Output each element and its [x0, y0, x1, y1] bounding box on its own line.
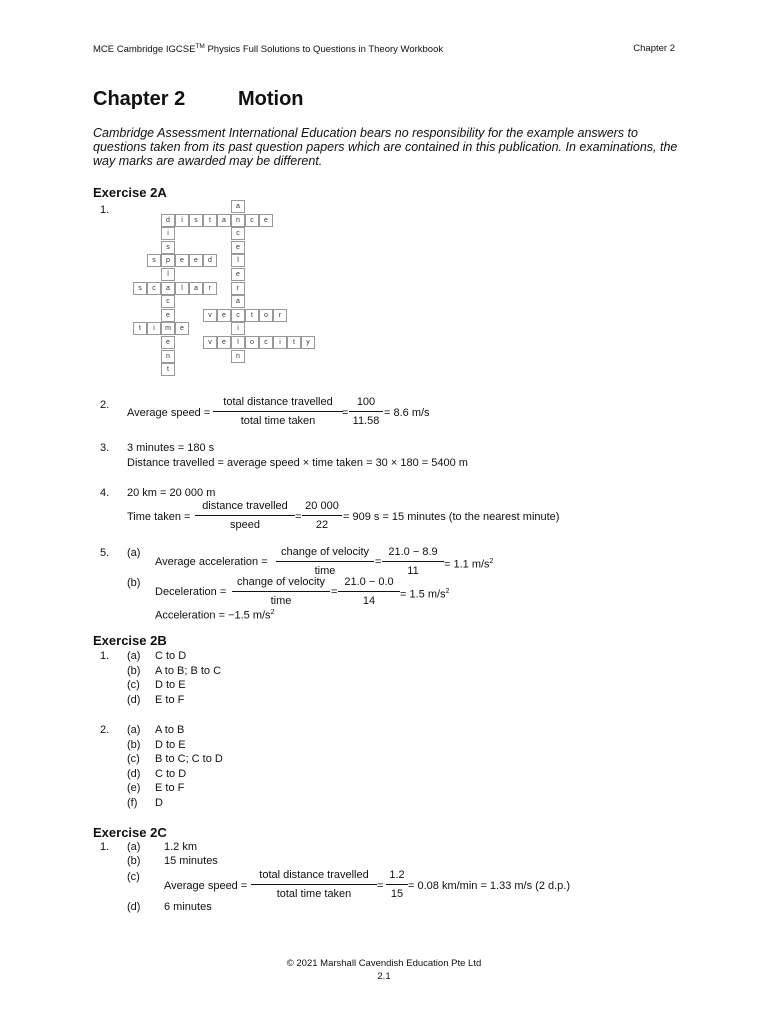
answer-list [127, 649, 327, 707]
fraction: $\frac{21.0 - 0.0}{14}$ [338, 576, 400, 608]
crossword-cell: a [231, 200, 245, 213]
exercise-2a-heading: Exercise 2A [93, 185, 167, 200]
answer-list [127, 723, 327, 811]
crossword-cell: i [161, 227, 175, 240]
question-number: 2. [100, 399, 110, 411]
part-label: (a) [127, 724, 141, 736]
crossword-cell: r [231, 282, 245, 295]
list-item [127, 767, 327, 782]
part-label: (b) [127, 577, 141, 589]
answer-line: Distance travelled = average speed × time taken = 30 × 180 = 5400 m [127, 457, 468, 469]
chapter-title: Motion [238, 88, 304, 110]
crossword-cell: v [203, 309, 217, 322]
crossword-cell: a [217, 214, 231, 227]
exercise-2b-heading: Exercise 2B [93, 633, 167, 648]
answer-line: Acceleration = −1.5 $m/s^2$ [155, 609, 275, 622]
page-number: 2.1 [377, 971, 391, 982]
crossword-cell: t [287, 336, 301, 349]
fraction: distance travelled speed [195, 500, 295, 532]
part-label: (c) [127, 871, 140, 883]
crossword-cell: l [231, 336, 245, 349]
answer-text: C to D [155, 767, 187, 780]
answer-line: 3 minutes = 180 s [127, 442, 215, 454]
part-label: (d) [127, 693, 141, 706]
fraction: $\frac{20 000}{22}$ [302, 500, 342, 532]
running-header-right: Chapter 2 [633, 43, 675, 54]
crossword-cell: e [161, 309, 175, 322]
crossword-cell: s [189, 214, 203, 227]
part-label: (a) [127, 547, 141, 559]
crossword-cell: o [245, 336, 259, 349]
crossword-cell: i [147, 322, 161, 335]
question-number: 5. [100, 547, 110, 559]
crossword-cell: n [231, 214, 245, 227]
crossword-cell: a [161, 282, 175, 295]
part-label: (b) [127, 738, 141, 751]
part-label: (a) [127, 650, 141, 662]
equals-sign: = [375, 556, 382, 568]
disclaimer: Cambridge Assessment International Education bears no responsibility for the example answers to questions taken from its past question papers which are contained in this publication. In examinations, the way marks are awarded may be different. [93, 126, 678, 168]
crossword-cell: r [203, 282, 217, 295]
question-number: 1. [100, 841, 110, 853]
crossword-cell: p [161, 254, 175, 267]
crossword-cell: y [301, 336, 315, 349]
crossword-cell: n [231, 350, 245, 363]
part-label: (d) [127, 767, 141, 780]
fraction: $\frac{100}{11.58}$ [349, 396, 383, 428]
formula-label: Time taken = [127, 511, 191, 523]
list-item [127, 738, 327, 753]
crossword-cell: c [147, 282, 161, 295]
part-label: (b) [127, 855, 141, 867]
crossword-cell: e [231, 268, 245, 281]
question-number: 1. [100, 650, 110, 662]
formula-result: = 8.6 m/s [384, 407, 430, 419]
question-number: 4. [100, 487, 110, 499]
crossword-cell: i [231, 322, 245, 335]
crossword-cell: e [175, 322, 189, 335]
crossword-cell: e [175, 254, 189, 267]
crossword-cell: c [231, 309, 245, 322]
crossword-cell: c [231, 227, 245, 240]
chapter-number: Chapter 2 [93, 88, 186, 110]
crossword-cell: e [161, 336, 175, 349]
fraction: $\frac{21.0 - 8.9}{11}$ [382, 546, 444, 578]
answer-text: E to F [155, 782, 185, 795]
crossword-cell: a [231, 295, 245, 308]
crossword-cell: d [203, 254, 217, 267]
answer-text: A to B; B to C [155, 664, 222, 677]
formula-label: Average acceleration = [155, 556, 268, 568]
formula-label: Average speed = [127, 407, 211, 419]
crossword-cell: r [273, 309, 287, 322]
part-label: (c) [127, 679, 140, 692]
formula-result: = 0.08 km/min = 1.33 m/s (2 d.p.) [408, 880, 571, 892]
answer-text: A to B [155, 724, 185, 736]
fraction: total distance travelled total time taken [213, 396, 343, 428]
crossword-cell: c [259, 336, 273, 349]
answer-text: B to C; C to D [155, 753, 223, 766]
answer-text: 6 minutes [164, 901, 212, 913]
crossword-cell: c [245, 214, 259, 227]
list-item [127, 781, 327, 796]
crossword-cell: e [189, 254, 203, 267]
crossword-cell: e [217, 336, 231, 349]
list-item [127, 649, 327, 664]
part-label: (c) [127, 753, 140, 766]
formula-label: Deceleration = [155, 586, 227, 598]
equals-sign: = [342, 407, 349, 419]
answer-line: 20 km = 20 000 m [127, 487, 216, 499]
equals-sign: = [295, 511, 302, 523]
crossword-cell: t [245, 309, 259, 322]
equals-sign: = [331, 586, 338, 598]
fraction: change of velocity time [276, 546, 374, 578]
question-number: 2. [100, 724, 110, 736]
question-number: 1. [100, 204, 110, 216]
crossword-cell: l [161, 268, 175, 281]
crossword-cell: i [273, 336, 287, 349]
formula-result: = 909 s = 15 minutes (to the nearest minute) [343, 511, 560, 523]
equals-sign: = [377, 880, 384, 892]
crossword-cell: l [231, 254, 245, 267]
crossword-cell: m [161, 322, 175, 335]
crossword-cell: s [133, 282, 147, 295]
fraction: change of velocity time [232, 576, 330, 608]
crossword-grid [133, 200, 315, 378]
part-label: (d) [127, 901, 141, 913]
crossword-cell: t [203, 214, 217, 227]
crossword-cell: e [231, 241, 245, 254]
part-label: (e) [127, 782, 141, 795]
answer-text: D [155, 796, 163, 809]
exercise-2c-heading: Exercise 2C [93, 825, 167, 840]
crossword-cell: t [133, 322, 147, 335]
formula-result: = 1.5 $m/s^2$ [400, 588, 450, 601]
list-item [127, 693, 327, 708]
part-label: (a) [127, 841, 141, 853]
answer-text: D to E [155, 738, 186, 751]
crossword-cell: d [161, 214, 175, 227]
crossword-cell: s [147, 254, 161, 267]
crossword-cell: c [161, 295, 175, 308]
crossword-cell: l [175, 282, 189, 295]
part-label: (b) [127, 664, 141, 677]
crossword-cell: e [217, 309, 231, 322]
answer-text: 15 minutes [164, 855, 218, 867]
list-item [127, 678, 327, 693]
part-label: (f) [127, 796, 138, 809]
crossword-cell: a [189, 282, 203, 295]
answer-text: C to D [155, 650, 187, 662]
formula-result: = 1.1 $m/s^2$ [444, 558, 494, 571]
copyright: © 2021 Marshall Cavendish Education Pte Ltd [286, 958, 482, 969]
list-item [127, 723, 327, 738]
crossword-cell: v [203, 336, 217, 349]
answer-text: E to F [155, 693, 185, 706]
list-item [127, 752, 327, 767]
formula-label: Average speed = [164, 880, 248, 892]
crossword-cell: s [161, 241, 175, 254]
fraction: total distance travelled total time taken [251, 869, 377, 901]
answer-text: D to E [155, 679, 186, 692]
crossword-cell: t [161, 363, 175, 376]
running-header-left: MCE Cambridge IGCSE™ Physics Full Solutions to Questions in Theory Workbook [93, 43, 444, 56]
crossword-cell: n [161, 350, 175, 363]
answer-text: 1.2 km [164, 841, 198, 853]
crossword-cell: o [259, 309, 273, 322]
fraction: $\frac{1.2}{15}$ [386, 869, 408, 901]
list-item [127, 664, 327, 679]
list-item [127, 796, 327, 811]
crossword-cell: e [259, 214, 273, 227]
crossword-cell: i [175, 214, 189, 227]
question-number: 3. [100, 442, 110, 454]
